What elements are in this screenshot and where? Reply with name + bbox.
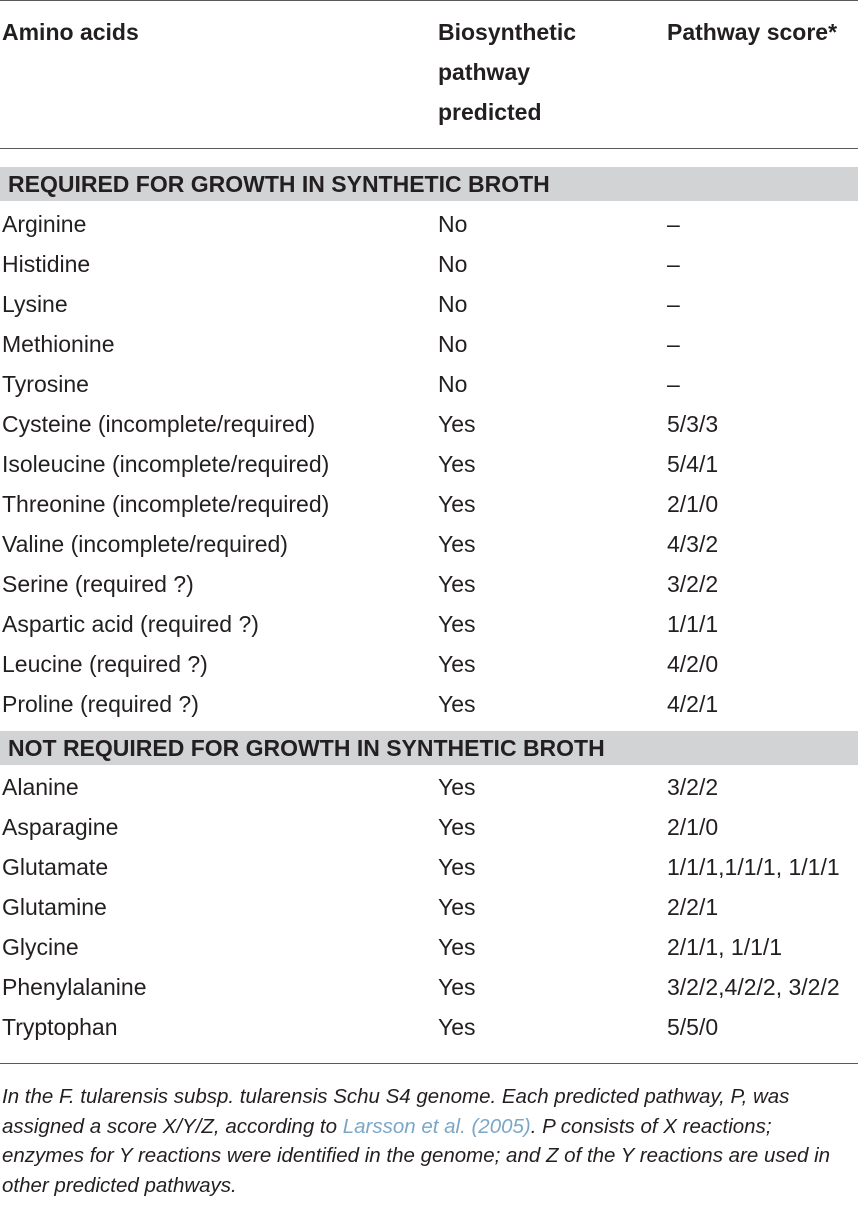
pathway-predicted-cell: No xyxy=(438,211,468,237)
footnote-text-before: In the F. tularensis subsp. tularensis Schu S4 genome. Each predicted pathway, P, was assigned a score X/Y/Z, according to xyxy=(2,1085,790,1138)
pathway-score-cell: – xyxy=(667,251,680,277)
amino-acid-cell: Phenylalanine xyxy=(2,974,147,1000)
section-required-rows xyxy=(0,204,858,724)
header-amino-acids: Amino acids xyxy=(2,19,139,45)
pathway-score-cell: 5/5/0 xyxy=(667,1014,719,1040)
pathway-predicted-cell: No xyxy=(438,291,468,317)
table-row xyxy=(0,644,858,684)
amino-acid-cell: Arginine xyxy=(2,211,87,237)
amino-acid-cell: Isoleucine (incomplete/required) xyxy=(2,451,330,477)
footnote-text-after: . P consists of X reactions; enzymes for Y reactions were identified in the genome; and Z of the Y reactions are used in other predicted pathways. xyxy=(2,1114,831,1197)
pathway-score-cell: 1/1/1 xyxy=(667,611,719,637)
amino-acid-cell: Histidine xyxy=(2,251,91,277)
table-row xyxy=(0,444,858,484)
pathway-predicted-cell: Yes xyxy=(438,611,476,637)
amino-acid-cell: Glutamate xyxy=(2,854,109,880)
pathway-score-cell: 4/3/2 xyxy=(667,531,719,557)
pathway-predicted-cell: Yes xyxy=(438,571,476,597)
table-row xyxy=(0,524,858,564)
pathway-score-cell: – xyxy=(667,291,680,317)
table-row xyxy=(0,204,858,244)
table-row xyxy=(0,807,858,847)
pathway-predicted-cell: No xyxy=(438,371,468,397)
amino-acid-cell: Threonine (incomplete/required) xyxy=(2,491,330,517)
header-col2-line-3: predicted xyxy=(438,99,542,125)
pathway-score-cell: 2/1/0 xyxy=(667,491,719,517)
table-row xyxy=(0,244,858,284)
table-footnote xyxy=(2,1082,858,1200)
pathway-score-cell: 1/1/1,1/1/1, 1/1/1 xyxy=(667,854,840,880)
amino-acid-cell: Cysteine (incomplete/required) xyxy=(2,411,316,437)
pathway-score-cell: 3/2/2 xyxy=(667,774,719,800)
amino-acid-cell: Asparagine xyxy=(2,814,119,840)
table-row xyxy=(0,1007,858,1047)
header-rule xyxy=(0,148,858,149)
section-required-label: REQUIRED FOR GROWTH IN SYNTHETIC BROTH xyxy=(8,171,550,197)
amino-acid-cell: Valine (incomplete/required) xyxy=(2,531,288,557)
pathway-score-cell: 3/2/2 xyxy=(667,571,719,597)
pathway-score-cell: – xyxy=(667,371,680,397)
amino-acid-cell: Glycine xyxy=(2,934,79,960)
amino-acid-cell: Leucine (required ?) xyxy=(2,651,208,677)
table-row xyxy=(0,484,858,524)
pathway-predicted-cell: Yes xyxy=(438,974,476,1000)
pathway-score-cell: 4/2/0 xyxy=(667,651,719,677)
section-not-required-title xyxy=(0,731,858,765)
section-not-required-rows xyxy=(0,767,858,1047)
table-row xyxy=(0,847,858,887)
pathway-predicted-cell: Yes xyxy=(438,774,476,800)
pathway-predicted-cell: Yes xyxy=(438,411,476,437)
pathway-predicted-cell: Yes xyxy=(438,854,476,880)
header-pathway-score: Pathway score* xyxy=(667,19,838,45)
table-bottom-rule xyxy=(0,1063,858,1064)
pathway-predicted-cell: Yes xyxy=(438,814,476,840)
table-row xyxy=(0,604,858,644)
footnote-reference-link[interactable]: Larsson et al. (2005) xyxy=(342,1114,531,1138)
pathway-predicted-cell: Yes xyxy=(438,491,476,517)
amino-acid-cell: Tryptophan xyxy=(2,1014,118,1040)
pathway-predicted-cell: Yes xyxy=(438,1014,476,1040)
table-row xyxy=(0,284,858,324)
table-row xyxy=(0,927,858,967)
amino-acid-cell: Serine (required ?) xyxy=(2,571,194,597)
pathway-predicted-cell: Yes xyxy=(438,451,476,477)
amino-acid-cell: Proline (required ?) xyxy=(2,691,199,717)
amino-acid-cell: Alanine xyxy=(2,774,79,800)
section-required-title xyxy=(0,167,858,201)
table-row xyxy=(0,967,858,1007)
pathway-score-cell: – xyxy=(667,211,680,237)
table-top-rule xyxy=(0,0,858,1)
amino-acid-cell: Lysine xyxy=(2,291,68,317)
pathway-score-cell: 2/1/1, 1/1/1 xyxy=(667,934,783,960)
pathway-score-cell: 2/2/1 xyxy=(667,894,719,920)
pathway-predicted-cell: No xyxy=(438,251,468,277)
pathway-score-cell: 2/1/0 xyxy=(667,814,719,840)
table-row xyxy=(0,684,858,724)
table-row xyxy=(0,324,858,364)
section-not-required-label: NOT REQUIRED FOR GROWTH IN SYNTHETIC BROTH xyxy=(8,735,605,761)
pathway-predicted-cell: No xyxy=(438,331,468,357)
table-row xyxy=(0,404,858,444)
pathway-predicted-cell: Yes xyxy=(438,531,476,557)
amino-acid-cell: Glutamine xyxy=(2,894,107,920)
table-row xyxy=(0,564,858,604)
pathway-predicted-cell: Yes xyxy=(438,934,476,960)
pathway-predicted-cell: Yes xyxy=(438,651,476,677)
header-col2-line-1: Biosynthetic xyxy=(438,19,577,45)
pathway-predicted-cell: Yes xyxy=(438,894,476,920)
pathway-score-cell: 3/2/2,4/2/2, 3/2/2 xyxy=(667,974,840,1000)
table-row xyxy=(0,767,858,807)
amino-acid-cell: Tyrosine xyxy=(2,371,89,397)
table-row xyxy=(0,364,858,404)
amino-acid-cell: Aspartic acid (required ?) xyxy=(2,611,259,637)
pathway-predicted-cell: Yes xyxy=(438,691,476,717)
header-biosynthetic-pathway-predicted xyxy=(438,12,638,132)
table-row xyxy=(0,887,858,927)
pathway-score-cell: – xyxy=(667,331,680,357)
pathway-score-cell: 4/2/1 xyxy=(667,691,719,717)
pathway-score-cell: 5/4/1 xyxy=(667,451,719,477)
amino-acid-cell: Methionine xyxy=(2,331,115,357)
header-col2-line-2: pathway xyxy=(438,59,531,85)
pathway-score-cell: 5/3/3 xyxy=(667,411,719,437)
